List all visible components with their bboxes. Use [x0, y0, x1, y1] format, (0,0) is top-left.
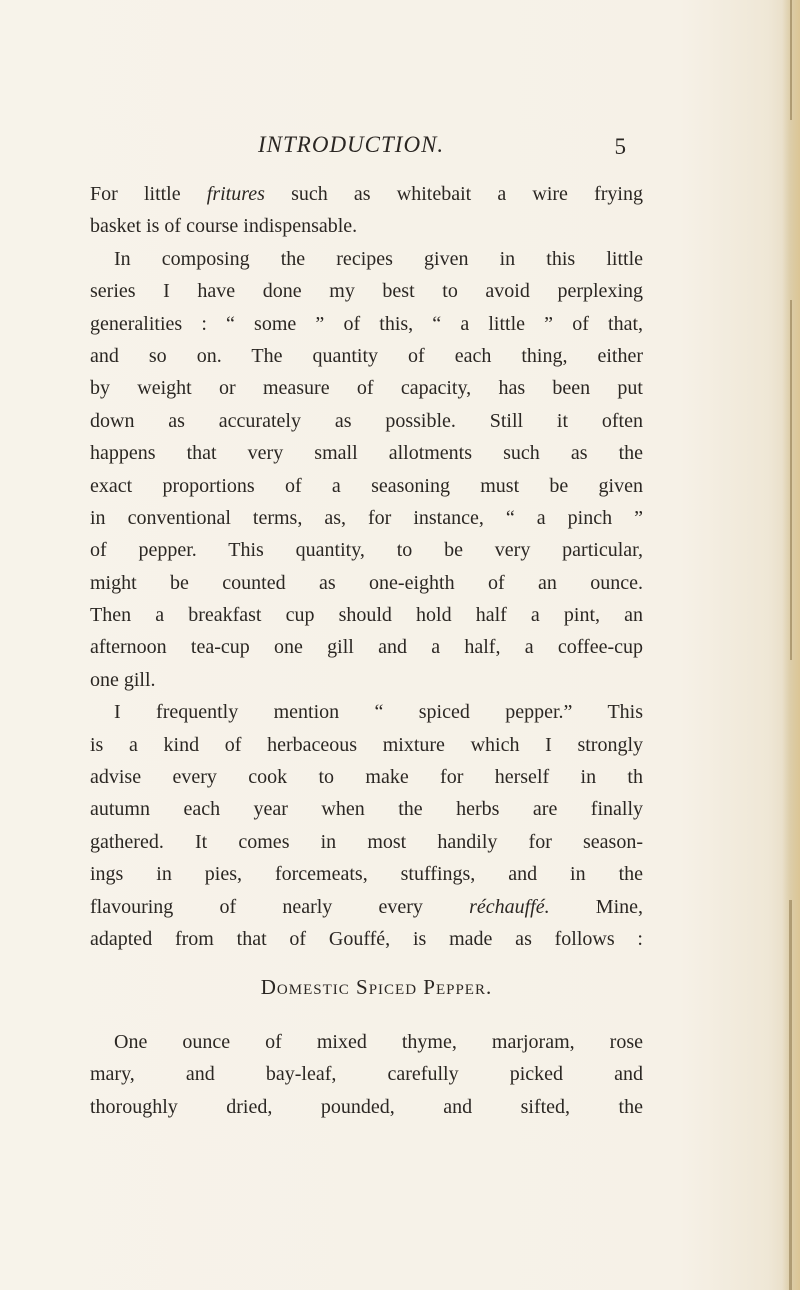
italic-term: réchauffé. — [469, 895, 550, 918]
recipe-heading: Domestic Spiced Pepper. — [260, 975, 493, 1000]
text-line: one gill. — [90, 668, 156, 691]
running-title: INTRODUCTION. — [258, 132, 445, 157]
text-line: In composing the recipes given in this little — [114, 247, 643, 270]
text-line: afternoon tea-cup one gill and a half, a coffee-cup — [90, 636, 643, 659]
text-line: For little fritures such as whitebait a wire frying — [90, 183, 643, 205]
text-line: flavouring of nearly every réchauffé. Mine, — [90, 895, 644, 918]
page-edge-line — [790, 300, 792, 660]
text-line: mary, and bay-leaf, carefully picked and — [90, 1063, 643, 1086]
text-line: of pepper. This quantity, to be very particular, — [90, 539, 643, 562]
text-line: I frequently mention “ spiced pepper.” This — [114, 701, 643, 724]
text-line: One ounce of mixed thyme, marjoram, rose — [114, 1030, 643, 1053]
text-line: gathered. It comes in most handily for season- — [90, 830, 643, 853]
text-line: generalities : “ some ” of this, “ a little ” of that, — [90, 312, 643, 335]
text-line: in conventional terms, as, for instance, “ a pinch ” — [90, 506, 643, 529]
text-line: down as accurately as possible. Still it often — [90, 409, 643, 432]
text-line: by weight or measure of capacity, has been put — [90, 377, 643, 400]
text-line: advise every cook to make for herself in th — [90, 766, 643, 789]
page-edge-line — [789, 900, 792, 1290]
text-line: autumn each year when the herbs are finally — [90, 798, 643, 821]
text-line: and so on. The quantity of each thing, either — [90, 344, 643, 367]
text-line: thoroughly dried, pounded, and sifted, the — [90, 1095, 643, 1118]
text-line: exact proportions of a seasoning must be given — [90, 474, 643, 497]
page-edge-line — [790, 0, 792, 120]
text-line: Then a breakfast cup should hold half a pint, an — [90, 604, 643, 627]
text-line: is a kind of herbaceous mixture which I strongly — [90, 733, 643, 756]
body-text — [90, 178, 643, 1123]
text-line: series I have done my best to avoid perplexing — [90, 280, 643, 303]
text-line: might be counted as one-eighth of an ounce. — [90, 571, 643, 594]
text-line: adapted from that of Gouffé, is made as follows : — [90, 927, 643, 950]
italic-term: fritures — [206, 183, 265, 205]
running-header — [258, 132, 626, 172]
text-line: ings in pies, forcemeats, stuffings, and in the — [90, 863, 643, 886]
text-line: basket is of course indispensable. — [90, 215, 358, 238]
text-line: happens that very small allotments such as the — [90, 442, 643, 465]
page-number: 5 — [614, 134, 626, 159]
